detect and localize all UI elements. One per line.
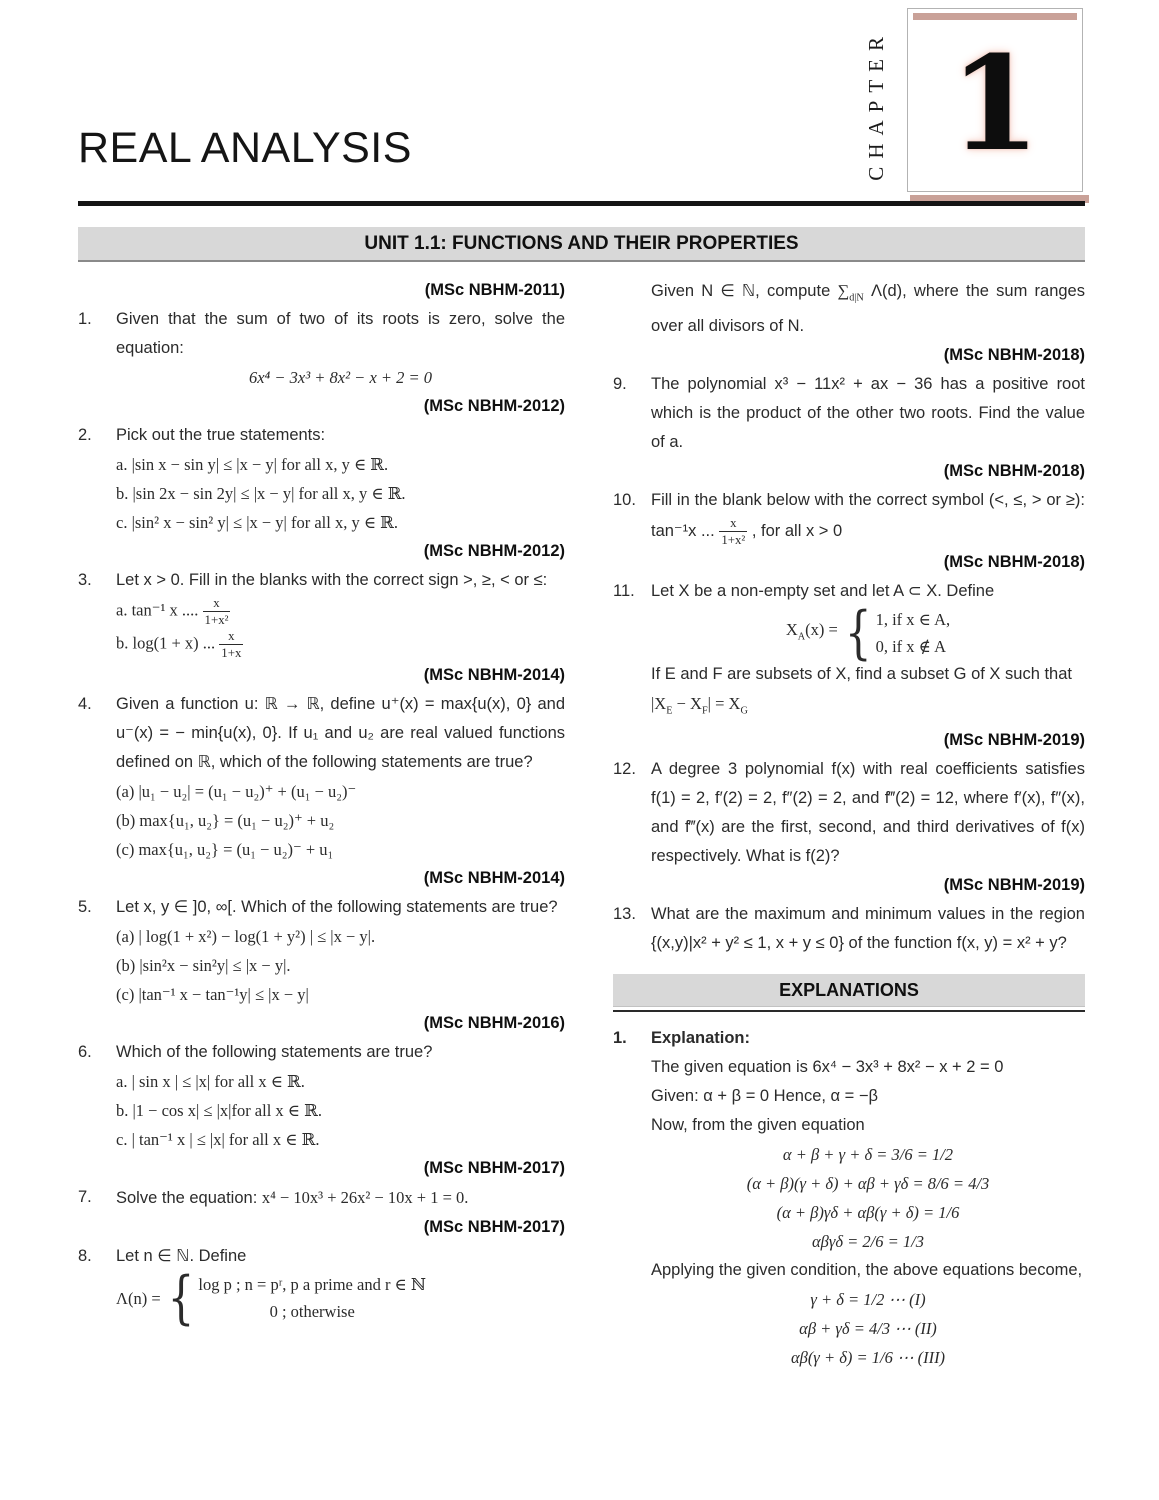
source-tag-q2: (MSc NBHM-2012) [423, 397, 565, 415]
question-8-body [116, 1242, 565, 1331]
formula-subscript: E [666, 705, 673, 717]
question-9 [613, 370, 1085, 457]
question-1-text: Given that the sum of two of its roots is zero, solve the equation: [116, 310, 565, 357]
option-b-text: b. log(1 + x) ... [116, 633, 220, 653]
question-3 [78, 566, 565, 661]
cases [876, 606, 951, 660]
source-tag-q7: (MSc NBHM-2017) [423, 1159, 565, 1178]
question-1 [78, 305, 565, 392]
content-columns [78, 276, 1085, 1372]
question-10-lead: Fill in the blank below with the correct symbol (<, ≤, > or ≥): tan⁻¹x ... [651, 491, 1085, 541]
explanation-1-line-2: Given: α + β = 0 Hence, α = −β [651, 1086, 879, 1105]
source-tag-q5: (MSc NBHM-2014) [423, 869, 565, 888]
question-12-text: A degree 3 polynomial f(x) with real coefficients satisfies f(1) = 2, f′(2) = 2, f″(2) = 2, and f‴(2) = 12, where f′(x), f″(x), and f‴(x) are the first, second, and third derivatives of f(x) respectively. What is f(2)? [651, 759, 1085, 865]
question-6-text: Which of the following statements are true? [116, 1043, 433, 1062]
explanation-1-line-4: Applying the given condition, the above equations become, [651, 1260, 1083, 1279]
unit-banner: UNIT 1.1: FUNCTIONS AND THEIR PROPERTIES [78, 227, 1085, 262]
question-12 [613, 755, 1085, 871]
question-10-body [651, 486, 1085, 548]
page-title: REAL ANALYSIS [78, 124, 412, 172]
left-column [78, 276, 565, 1372]
question-7 [78, 1183, 565, 1213]
text-before-sum: Given N ∈ ℕ, compute [651, 282, 838, 300]
question-4-text: Given a function u: ℝ → ℝ, define u⁺(x) = max{u(x), 0} and u⁻(x) = − min{u(x), 0}. If u₁ and u₂ are real valued functions defined on ℝ, which of the following statements are true? [116, 695, 565, 772]
question-12-body [651, 755, 1085, 871]
indicator-base: X [785, 620, 798, 640]
question-7-equation: x⁴ − 10x³ + 26x² − 10x + 1 = 0. [261, 1188, 469, 1208]
question-7-number: 7. [78, 1188, 92, 1207]
question-3-text: Let x > 0. Fill in the blanks with the correct sign >, ≥, < or ≤: [116, 571, 548, 589]
source-tag-q13: (MSc NBHM-2019) [943, 875, 1085, 894]
source-tag-q3: (MSc NBHM-2012) [423, 542, 565, 560]
left-brace: { [167, 1264, 195, 1331]
explanation-1-equation-3: (α + β)γδ + αβ(γ + δ) = 1/6 [776, 1202, 960, 1222]
option-a-text: a. tan⁻¹ x .... [116, 600, 203, 620]
question-8-text: Let n ∈ ℕ. Define [116, 1247, 247, 1266]
denominator: 1+x² [204, 613, 229, 628]
explanation-1-number: 1. [613, 1028, 627, 1047]
case-1: log p ; n = pʳ, p a prime and r ∈ ℕ [198, 1275, 426, 1295]
question-3-option-a [116, 595, 565, 628]
fraction [203, 595, 231, 628]
page-header [78, 0, 1085, 207]
explanation-1-label: Explanation: [651, 1028, 751, 1047]
question-6-body [116, 1038, 565, 1154]
chapter-number: 1 [949, 27, 1041, 180]
formula-part: − X [672, 694, 702, 714]
text-after-sum: Λ(d), where the sum ranges over all divisors of N. [651, 282, 1085, 336]
question-4-body [116, 690, 565, 864]
question-8 [78, 1242, 565, 1331]
question-1-body [116, 305, 565, 392]
explanation-1-equation-6: αβ + γδ = 4/3 ⋯ (II) [799, 1318, 937, 1338]
question-5 [78, 893, 565, 1009]
question-6-number: 6. [78, 1043, 92, 1062]
question-2-text: Pick out the true statements: [116, 426, 326, 444]
chapter-word [866, 30, 887, 180]
question-5-option-a: (a) | log(1 + x²) − log(1 + y²) | ≤ |x − y|. [116, 927, 376, 947]
indicator-lhs [786, 615, 838, 651]
question-9-body [651, 370, 1085, 457]
question-4-option-a: (a) |u₁ − u₂| = (u₁ − u₂)⁺ + (u₁ − u₂)⁻ [116, 782, 357, 802]
question-1-number: 1. [78, 310, 92, 328]
question-11-formula [651, 689, 1085, 725]
source-tag-q8: (MSc NBHM-2017) [423, 1218, 565, 1237]
formula-subscript: F [701, 705, 708, 717]
chapter-number-box [907, 8, 1083, 192]
question-2-option-a: a. |sin x − sin y| ≤ |x − y| for all x, y ∈ ℝ. [116, 455, 389, 474]
header-rule [78, 201, 1085, 206]
denominator: 1+x [221, 646, 242, 661]
question-13-body [651, 900, 1085, 958]
question-6 [78, 1038, 565, 1154]
question-4-number: 4. [78, 695, 92, 714]
question-11-text-2: If E and F are subsets of X, find a subset G of X such that [651, 665, 1072, 684]
explanation-1-equation-1: α + β + γ + δ = 3/6 = 1/2 [782, 1144, 954, 1164]
formula-part: | = X [707, 694, 741, 714]
question-8-piecewise [116, 1264, 565, 1331]
question-13 [613, 900, 1085, 958]
question-4-option-b: (b) max{u₁, u₂} = (u₁ − u₂)⁺ + u₂ [116, 811, 335, 831]
question-2 [78, 421, 565, 537]
question-8-continuation [613, 276, 1085, 341]
question-10-number: 10. [613, 491, 636, 510]
question-3-body [116, 566, 565, 661]
explanation-1-line-3: Now, from the given equation [651, 1115, 865, 1134]
question-10 [613, 486, 1085, 548]
formula-part: |X [651, 694, 667, 714]
question-8-continuation-gutter [613, 276, 651, 341]
source-tag-q4: (MSc NBHM-2014) [423, 666, 565, 685]
question-5-text: Let x, y ∈ ]0, ∞[. Which of the following statements are true? [116, 898, 558, 917]
case-1: 1, if x ∈ A, [875, 610, 951, 630]
source-tag-q9: (MSc NBHM-2018) [943, 346, 1085, 365]
explanation-1-equation-2: (α + β)(γ + δ) + αβ + γδ = 8/6 = 4/3 [746, 1173, 990, 1193]
question-3-number: 3. [78, 571, 92, 589]
source-tag-q12: (MSc NBHM-2019) [943, 730, 1085, 749]
explanation-1-equation-4: αβγδ = 2/6 = 1/3 [812, 1231, 924, 1251]
explanation-1-body [651, 1024, 1085, 1372]
question-4 [78, 690, 565, 864]
question-2-number: 2. [78, 426, 92, 444]
question-11-number: 11. [613, 582, 635, 601]
question-6-option-b: b. |1 − cos x| ≤ |x|for all x ∈ ℝ. [116, 1101, 322, 1121]
explanation-1-equation-7: αβ(γ + δ) = 1/6 ⋯ (III) [790, 1347, 946, 1367]
numerator: x [219, 628, 243, 645]
source-tag-q6: (MSc NBHM-2016) [423, 1014, 565, 1033]
question-9-number: 9. [613, 375, 627, 394]
right-column [613, 276, 1085, 1372]
question-2-option-b: b. |sin 2x − sin 2y| ≤ |x − y| for all x, y ∈ ℝ. [116, 484, 406, 503]
question-8-continuation-text [651, 276, 1085, 341]
summation-symbol: ∑ [837, 281, 850, 300]
question-1-equation: 6x⁴ − 3x³ + 8x² − x + 2 = 0 [248, 368, 433, 387]
question-13-text: What are the maximum and minimum values in the region {(x,y)|x² + y² ≤ 1, x + y ≤ 0} of the function f(x, y) = x² + y? [651, 904, 1085, 952]
summation-subscript: d|N [849, 292, 864, 304]
indicator-rest: (x) = [805, 620, 838, 640]
denominator: 1+x² [721, 533, 746, 548]
question-5-option-c: (c) |tan⁻¹ x − tan⁻¹y| ≤ |x − y| [116, 985, 309, 1005]
question-7-text [116, 1183, 565, 1213]
cases [198, 1271, 426, 1325]
source-tag-q11: (MSc NBHM-2018) [943, 553, 1085, 572]
question-3-option-b [116, 628, 565, 661]
explanations-banner: EXPLANATIONS [613, 974, 1085, 1007]
question-5-body [116, 893, 565, 1009]
indicator-subscript: A [797, 631, 806, 643]
question-10-tail: , for all x > 0 [747, 522, 843, 541]
question-11-piecewise [651, 599, 1085, 666]
question-11-text: Let X be a non-empty set and let A ⊂ X. Define [651, 582, 995, 601]
case-2: 0, if x ∉ A [875, 637, 947, 657]
question-5-number: 5. [78, 898, 92, 917]
question-9-text: The polynomial x³ − 11x² + ax − 36 has a positive root which is the product of the other two roots. Find the value of a. [651, 375, 1085, 452]
question-8-continuation-body [651, 276, 1085, 341]
numerator: x [203, 595, 231, 612]
left-brace: { [844, 599, 872, 666]
explanation-1-line-1: The given equation is 6x⁴ − 3x³ + 8x² − x + 2 = 0 [651, 1057, 1004, 1076]
question-11-body [651, 577, 1085, 725]
question-13-number: 13. [613, 904, 636, 923]
question-5-option-b: (b) |sin²x − sin²y| ≤ |x − y|. [116, 956, 291, 976]
source-tag-q10: (MSc NBHM-2018) [943, 462, 1085, 481]
question-6-option-c: c. | tan⁻¹ x | ≤ |x| for all x ∈ ℝ. [116, 1130, 320, 1150]
source-tag-q1: (MSc NBHM-2011) [424, 281, 565, 299]
formula-subscript: G [740, 705, 748, 717]
question-4-option-c: (c) max{u₁, u₂} = (u₁ − u₂)⁻ + u₁ [116, 840, 334, 860]
question-11 [613, 577, 1085, 725]
fraction [719, 515, 747, 548]
lambda-lhs: Λ(n) = [116, 1288, 161, 1308]
question-12-number: 12. [613, 759, 636, 778]
question-2-option-c: c. |sin² x − sin² y| ≤ |x − y| for all x, y ∈ ℝ. [116, 513, 399, 532]
case-2: 0 ; otherwise [269, 1302, 355, 1322]
explanation-1-equation-5: γ + δ = 1/2 ⋯ (I) [810, 1289, 926, 1309]
explanation-1 [613, 1024, 1085, 1372]
question-8-number: 8. [78, 1247, 92, 1266]
question-10-text [651, 486, 1085, 548]
question-6-option-a: a. | sin x | ≤ |x| for all x ∈ ℝ. [116, 1072, 305, 1092]
numerator: x [719, 515, 747, 532]
question-2-body [116, 421, 565, 537]
chapter-word-text: CHAPTER [864, 29, 888, 181]
fraction [219, 628, 243, 661]
question-7-lead: Solve the equation: [116, 1189, 262, 1208]
explanations-rule [613, 1010, 1085, 1012]
question-7-body [116, 1183, 565, 1213]
